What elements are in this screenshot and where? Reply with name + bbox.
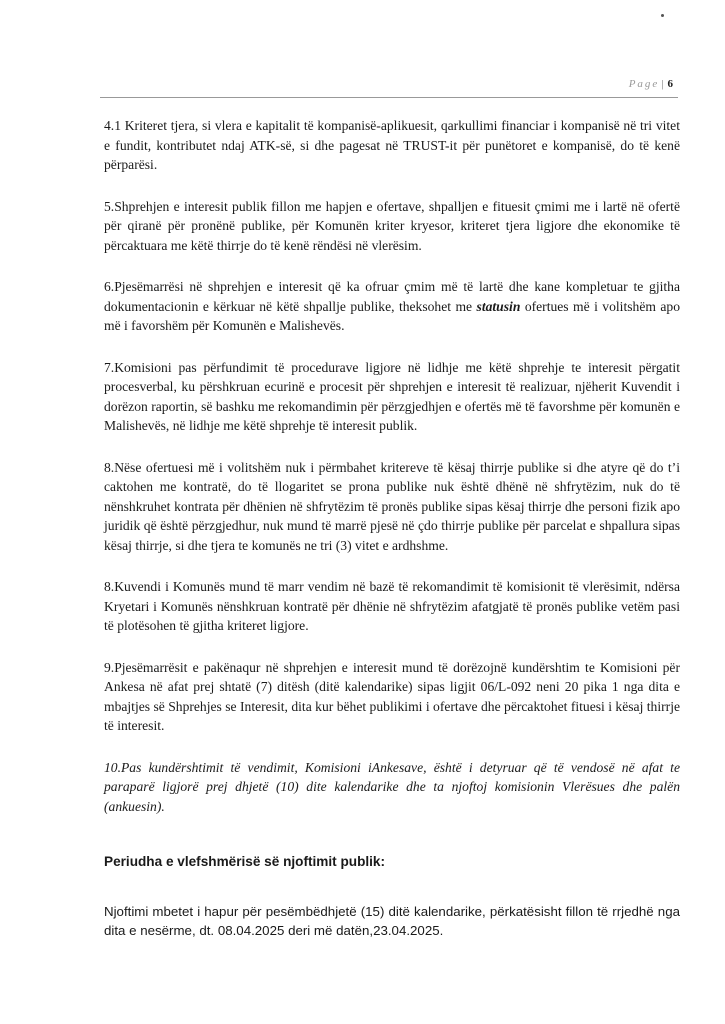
- paragraph-10: 10.Pas kundërshtimit të vendimit, Komisioni iAnkesave, është i detyruar që të vendosë në afat te paraparë ligjorë prej dhjetë (10) dite kalendarike dhe ta njoftoj komisionin Vlerësues dhe palën (ankuesin).: [104, 759, 680, 814]
- notice-paragraph: Njoftimi mbetet i hapur për pesëmbëdhjetë (15) ditë kalendarike, përkatësisht fillon të rrjedhë nga dita e nesërme, dt. 08.04.2025 deri më datën,23.04.2025.: [104, 903, 680, 938]
- paragraph-7: 7.Komisioni pas përfundimit të procedurave ligjore në lidhje me këtë shprehje te interesit përgatit procesverbal, ku përshkruan ecurinë e procesit për shprehjen e interesit të realizuar, njëherit Kuvendit i dorëzon raportin, së bashku me rekomandimin për përzgjedhjen e ofertës më të favorshme për komunën e Malishevës, në lidhje me këtë shprehje të interesit publik.: [104, 359, 680, 433]
- page-number: 6: [667, 78, 673, 90]
- page-separator: |: [661, 78, 666, 90]
- page-number-header: [629, 78, 673, 90]
- paragraph-5: 5.Shprehjen e interesit publik fillon me hapjen e ofertave, shpalljen e fituesit çmimi me i lartë në ofertë për qiranë për pronënë publike, për Komunën kriter kryesor, kriteret tjera ligjore dhe ekonomike të përcaktuara me këtë thirrje do të kenë rëndësi në vlerësim.: [104, 198, 680, 253]
- paragraph-4-1: 4.1 Kriteret tjera, si vlera e kapitalit të kompanisë-aplikuesit, qarkullimi financiar i kompanisë në tri vitet e fundit, kontributet ndaj ATK-së, si dhe pagesat në TRUST-it për punëtoret e kompanisë, do të kenë përparësi.: [104, 118, 680, 172]
- paragraph-6-emphasis: statusin: [476, 298, 521, 314]
- paragraph-6-text-start: 6.Pjesëmarrësi në shprehjen e interesit që ka ofruar çmim më të lartë dhe kane kompletuar te gjitha dokumentacionin e kërkuar në këtë shpallje publike, theksohet me: [104, 279, 680, 314]
- paragraph-6-text-end: ofertues më i volitshëm apo më i favorshëm për Komunën e Malishevës.: [104, 298, 680, 333]
- page-label: Page: [628, 78, 660, 90]
- section-heading: Periudha e vlefshmërisë së njoftimit publik:: [104, 854, 386, 869]
- header-rule: [100, 97, 678, 98]
- paragraph-9: 9.Pjesëmarrësit e pakënaqur në shprehjen e interesit mund të dorëzojnë kundërshtim te Komisioni për Ankesa në afat prej shtatë (7) ditësh (ditë kalendarike) sipas ligjit 06/L-092 neni 20 pika 1 nga dita e mbajtjes së Shprehjes se Interesit, dita kur bëhet publikimi i ofertave dhe përcaktohet fituesi i kësaj thirrje të interesit.: [104, 659, 680, 733]
- scan-speck: [661, 14, 664, 17]
- document-body: [104, 116, 680, 963]
- paragraph-6: [104, 277, 680, 336]
- paragraph-8: 8.Nëse ofertuesi më i volitshëm nuk i përmbahet kritereve të kësaj thirrje publike si dhe atyre që do t’i caktohen me kontratë, do të llogaritet se prona publike nuk është dhënë në shfrytëzim, nuk do të nënshkruhet kontrata për dhënien në shfrytëzim të pronës publike sipas kësaj thirrje dhe personi fizik apo juridik që është përzgjedhur, nuk mund të marrë pjesë në çdo thirrje publike për parcelat e shpallura sipas kësaj thirrje, si dhe tjera te komunës ne tri (3) vitet e ardhshme.: [104, 459, 680, 553]
- paragraph-8b: 8.Kuvendi i Komunës mund të marr vendim në bazë të rekomandimit të komisionit të vlerësimit, ndërsa Kryetari i Komunës nënshkruan kontratë për dhënie në shfrytëzim afatgjatë të pronës publike vetëm pasi të plotësohen të gjitha kriteret ligjore.: [104, 579, 680, 633]
